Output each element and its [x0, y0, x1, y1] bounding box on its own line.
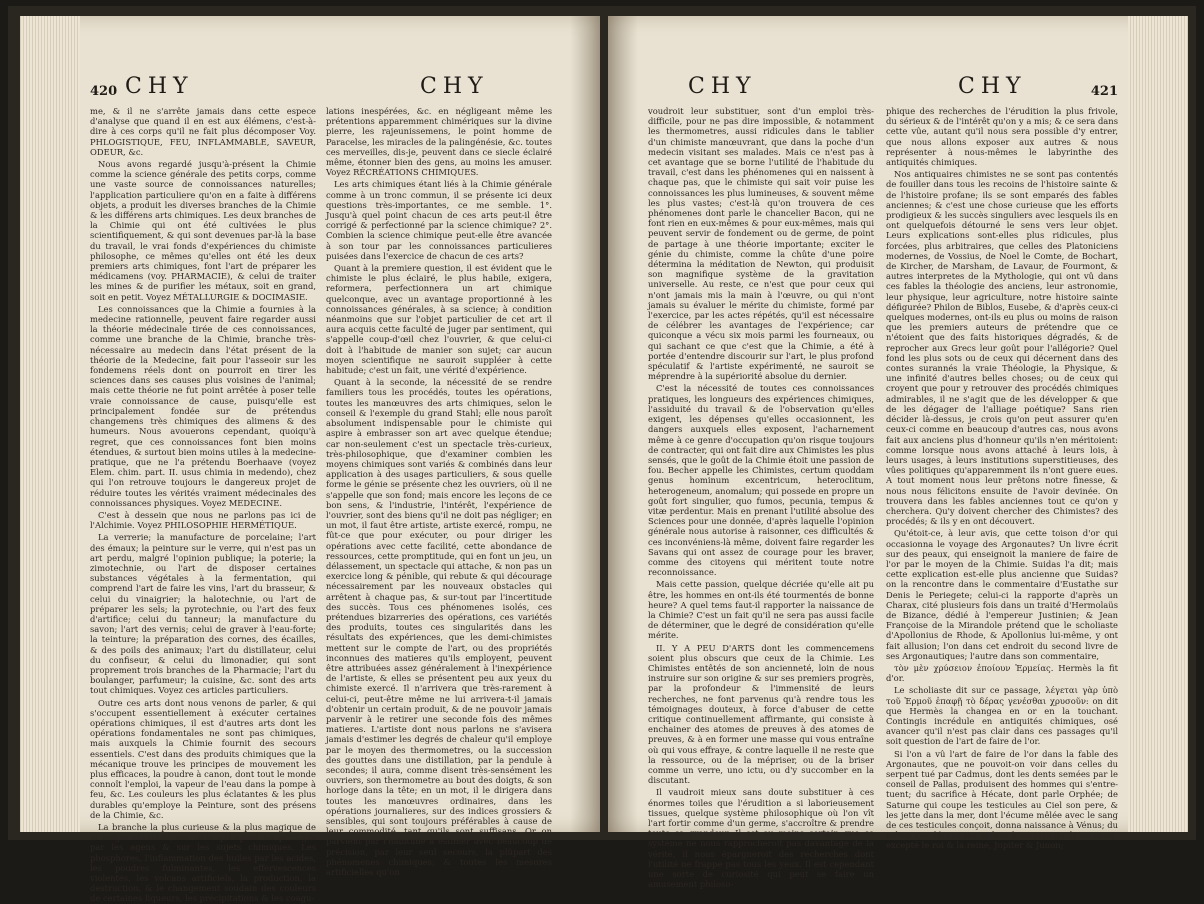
paragraph: Les connoissances que la Chimie a fournies à la medecine rationnelle, peuvent faire regarder aussi la théorie médecinale tirée de ces connoissances, comme une branche de la Chimie, branche très-nécessaire au medecin dans l'état présent de la théorie de la Medecine, fait pour l'asseoir sur les fondemens réels dont on pourroit en tirer les sciences dans ses causes plus voisines de l'animal; mais cette théorie ne fut point arrêtée à poser telle vraie connoissance de cause, puisqu'elle est principalement fondée sur de prétendus changemens très chimiques des alimens & des humeurs. Nous avouerons cependant, quoiqu'à regret, que ces connoissances font bien moins étendues, & surtout bien moins utiles à la medecine-pratique, que ne l'a prétendu Boerhaave (voyez Elem. chim. part. II. usus chimia in medendo), chez qui l'on retrouve toujours le dangereux projet de réduire toutes les vérités vraiment médecinales des connoissances physiques. Voyez MEDECINE. [90, 303, 316, 508]
paragraph: Qu'étoit-ce, à leur avis, que cette toison d'or qui occasionna le voyage des Argonautes? Un livre écrit sur des peaux, qui enseignoit la maniere de faire de l'or par le moyen de la Chimie. Suidas l'a dit; mais cette explication est-elle plus ancienne que Suidas? on la rencontre dans le commentaire d'Eustathe sur Denis le Periegete; celui-ci la rapporte d'après un Charax, cité plusieurs fois dans un traité d'Hermolaüs de Bizance, dédié à l'empereur Justinien; & Jean Françoise de la Mirandole prétend que le scholiaste d'Apollonius de Rhode, & Apollonius lui-même, y ont fait allusion; l'on dans cet endroit du second livre de ses Argonautiques; l'autre dans son commentaire, [886, 528, 1118, 661]
text-column-3 [648, 106, 874, 890]
paragraph: C'est la nécessité de toutes ces connoissances pratiques, les longueurs des expériences chimiques, l'assiduité du travail & de l'observation qu'elles exigent, les dépenses qu'elles occasionnent, les dangers auxquels elles exposent, l'acharnement même à ce genre d'occupation qu'on risque toujours de contracter, qui ont fait dire aux Chimistes les plus sensés, que le goût de la Chimie étoit une passion de fou. Becher appelle les Chimistes, certum quoddam genus hominum excentricum, heteroclitum, heterogeneum, anomalum; qui possede en propre un goût fort singulier, quo fumos, pecunia, tempus & vitæ perdentur. Mais en prenant l'utilité absolue des Sciences pour une donnée, d'après laquelle l'opinion générale nous autorise à raisonner, ces difficultés & ces inconvéniens-là même, doivent faire regarder les Savans qui ont assez de courage pour les braver, comme des citoyens qui méritent toute notre reconnoissance. [648, 383, 874, 578]
text-column-2 [326, 106, 552, 878]
paragraph: Les arts chimiques étant liés à la Chimie générale comme à un tronc commun, il se présente ici deux questions très-importantes, ce me semble. 1°. Jusqu'à quel point chacun de ces arts peut-il être corrigé & perfectionné par la science chimique? 2°. Combien la science chimique peut-elle être avancée à son tour par les connoissances particulieres puisées dans l'exercice de chacun de ces arts? [326, 179, 552, 261]
paragraph: II. Y A PEU D'ARTS dont les commencemens soient plus obscurs que ceux de la Chimie. Les Chimistes entêtés de son ancienneté, loin de nous instruire sur son origine & sur ses premiers progrès, par la profondeur & l'immensité de leurs recherches, ne font parvenus qu'à rendre tous les témoignages douteux, à force d'abuser de cette critique continuellement affirmante, qui consiste à enchainer des atomes de preuves à des atomes de preuves, & à en former une masse qui vous entraîne où qui vous effraye, & contre laquelle il ne reste que la ressource, ou de la mépriser, ou de la briser comme un verre, uno ictu, ou d'y succomber en la discutant. [648, 642, 874, 786]
right-page-header [648, 74, 1118, 102]
page-number: 421 [1090, 84, 1118, 99]
paragraph: La branche la plus curieuse & la plus magique de la magie naturelle, est celle qui opere les prodiges par les agens & sur les sujets chimiques. Les phosphores, l'inflammation des huiles par les acides, les poudres fulminantes, les effervescences violentes, les volcans artificiels, la production, la destruction, & le changement soudain des couleurs de certaines liqueurs, les précipitations & les coagu- [90, 822, 316, 904]
paragraph: Nous avons regardé jusqu'à-présent la Chimie comme la science générale des petits corps, comme une vaste source de connoissances naturelles; l'application particuliere qu'on en a faite à différens objets, a produit les diverses branches de la Chimie & les différens arts chimiques. Les deux branches de la Chimie qui ont été cultivées le plus scientifiquement, & qui sont devenues par-là la base du travail, le vrai fonds d'expériences du chimiste philosophe, ce mêmes qu'elles ont été les deux premiers arts chimiques, font l'art de préparer les médicamens (voy. PHARMACIE), & celui de traiter les mines & de purifier les métaux, soit en grand, soit en petit. Voyez MÉTALLURGIE & DOCIMASIE. [90, 159, 316, 302]
running-head: CHY [688, 74, 757, 99]
right-page [608, 16, 1188, 890]
paragraph: phique des recherches de l'érudition la plus frivole, du sérieux & de l'intérêt qu'on y a mis; & ce sera dans cette vûe, autant qu'il nous sera possible d'y entrer, que nous allons exposer aux autres & nous représenter à nous-mêmes le labyrinthe des antiquités chimiques. [886, 106, 1118, 168]
paragraph: me, & il ne s'arrête jamais dans cette espece d'analyse que quand il en est aux élémens, c'est-à-dire à ces corps qu'il ne fait plus décomposer Voy. PHLOGISTIQUE, FEU, INFLAMMABLE, SAVEUR, ODEUR, &c. [90, 106, 316, 157]
paragraph: C'est à dessein que nous ne parlons pas ici de l'Alchimie. Voyez PHILOSOPHIE HERMÉTIQUE. [90, 509, 316, 531]
paragraph: Quant à la seconde, la nécessité de se rendre familiers tous les procédés, toutes les opérations, toutes les manœuvres des arts chimiques, selon le conseil & l'exemple du grand Stahl; elle nous paroît absolument indispensable pour le chimiste qui aspire à embrasser son art avec quelque étendue; car non-seulement c'est un spectacle très-curieux, très-philosophique, que d'examiner combien les moyens chimiques sont variés & combinés dans leur application à des usages particuliers, & sous quelle forme le génie se présente chez les ouvriers, où il ne s'appelle que son fond; mais encore les leçons de ce bon sens, & l'industrie, l'intérêt, l'expérience de l'ouvrier, sont des biens qu'il ne doit pas négliger; en un mot, il faut être artiste, artiste exercé, rompu, ne fût-ce que pour exécuter, ou pour diriger les opérations avec cette facilité, cette abondance de ressources, cette promptitude, qui en font un jeu, un délassement, un spectacle qui attache, & non pas un exercice long & pénible, qui rebute & qui décourage nécessairement par les nouveaux obstacles qui arrêtent à chaque pas, & sur-tout par l'incertitude des succès. Tous ces phénomenes isolés, ces prétendues bizarreries des opérations, ces variétés des produits, toutes ces singularités dans les résultats des expériences, que les demi-chimistes mettent sur le compte de l'art, ou des propriétés inconnues des matieres qu'ils employent, peuvent être attribuées assez généralement à l'inexpérience de l'artiste, & elles se présentent peu aux yeux du chimiste exercé. Il n'arrivera que très-rarement à celui-ci, peut-être même ne lui arrivera-t-il jamais d'obtenir un certain produit, & de ne pouvoir jamais parvenir à le retirer une seconde fois des mêmes matieres. L'artiste dont nous parlons ne s'avisera jamais d'estimer les degrés de chaleur qu'il employe par le moyen des thermometres, ou la succession des gouttes dans une distillation, par la pendule à secondes; il aura, comme disent très-sensément les ouvriers, son thermometre au bout des doigts, & son horloge dans la tête; en un mot, il le dirigera dans toutes les manœuvres ordinaires, dans les opérations journalieres, sur des indices grossiers & sensibles, qui sont toujours préférables à cause de leur commodité, tant qu'ils sont suffisans. Or on parvient par l'habitude à estimer avec beaucoup de précision, par leur seul secours, la plûpart des phénomenes chimiques; & toutes les mesures artificielles qu'on [326, 377, 552, 878]
paragraph: Le scholiaste dit sur ce passage, λέγεται γὰρ ὑπὸ τοῦ Ἑρμοῦ ἐπαφῇ τὸ δέρας γενέσθαι χρυσοῦν: on dit que Hermès la changea en or en la touchant. Contingis incrédule en antiquités chimiques, osé avancer qu'il n'est pas clair dans ces passages qu'il soit question de l'art de faire de l'or. [886, 685, 1118, 747]
paragraph: Si l'on a vû l'art de faire de l'or dans la fable des Argonautes, que ne pouvoit-on voir dans celles du serpent tué par Cadmus, dont les dents semées par le conseil de Pallas, produisent des hommes qui s'entre-tuent; du sacrifice à Hécate, dont parle Orphée; de Saturne qui coupe les testicules au Ciel son pere, & les jette dans la mer, dont l'écume mêlée avec le sang de ces testicules conçoit, donna naissance à Vénus; du même qui dévore ses enfans à mesure qu'ils naissent, excepté le roi & la reine, Jupiter & Junon; [886, 748, 1118, 851]
left-page [20, 16, 600, 904]
paragraph: Quant à la premiere question, il est évident que le chimiste le plus éclairé, le plus habile, exigera, reformera, perfectionnera un art chimique quelconque, avec un avantage proportionné à les connoissances générales, à sa science; à condition néanmoins que sur l'objet particulier de cet art il aura acquis cette faculté de juger par sentiment, qui s'appelle coup-d'œil chez l'ouvrier, & que celui-ci doit à l'habitude de manier son sujet; car aucun moyen scientifique ne sauroit suppléer à cette habitude; c'est un fait, une vérité d'expérience. [326, 263, 552, 376]
paragraph: La verrerie; la manufacture de porcelaine; l'art des émaux; la peinture sur le verre, qui n'est pas un art perdu, malgré l'opinion publique; la poterie; la zimotechnie, ou l'art de disposer certaines substances végétales à la fermentation, qui comprend l'art de faire les vins, l'art du brasseur, & celui du vinaigrier; la halotechnie, ou l'art de préparer les sels; la pyrotechnie, ou l'art des feux d'artifice; celui du tanneur; la manufacture du savon; l'art des vernis; celui de graver à l'eau-forte; la teinture; la préparation des cornes, des écailles, & des poils des animaux; l'art du distillateur, celui du confiseur, & celui du limonadier, qui sont proprement trois branches de la Pharmacie; l'art du boulanger, parfumeur; la cuisine, &c. sont des arts tout chimiques. Voyez ces articles particuliers. [90, 532, 316, 696]
page-number: 420 [90, 84, 118, 99]
running-head: CHY [958, 74, 1027, 99]
left-page-header [90, 74, 560, 102]
paragraph: voudroit leur substituer, sont d'un emploi très-difficile, pour ne pas dire impossible, & notamment les thermometres, aussi ridicules dans le tablier d'un chimiste manœuvrant, que dans la poche d'un medecin visitant ses malades. Mais ce n'est pas à cet avantage que se borne l'utilité de l'habitude du travail, c'est dans les phénomenes qui en naissent à chaque pas, que le chimiste qui sait voir puise les connoissances les plus lumineuses, & souvent même les plus vastes; c'est-là qu'on trouvera de ces phénomenes dont parle le chancelier Bacon, qui ne font rien en eux-mêmes & pour eux-mêmes, mais qui peuvent servir de fondement ou de germe, de point de partage à une théorie importante; exciter le génie du chimiste, comme la chûte d'une poire détermina la méditation de Newton, qui produisit son magnifique système de la gravitation universelle. Au reste, ce n'est que pour ceux qui n'ont jamais mis la main à l'œuvre, ou qui n'ont jamais su évaluer le mérite du chimiste, formé par l'exercice, par les actes répétés, qu'il est nécessaire de célébrer les avantages de l'expérience; car quiconque a vécu six mois parmi les fourneaux, ou qui sachant ce que c'est que la Chimie, a été à portée d'entendre discourir sur l'art, le plus profond spéculatif & l'artiste expérimenté, ne sauroit se méprendre à la supériorité absolue du dernier. [648, 106, 874, 382]
running-head: CHY [420, 74, 489, 99]
text-column-1 [90, 106, 316, 904]
verse-quotation: τὸν μὲν χρύσειον ἐποίουν Ἑρμείας. Hermès la fit d'or. [886, 662, 1118, 684]
text-column-4 [886, 106, 1119, 851]
paragraph: Outre ces arts dont nous venons de parler, & qui s'occupent essentiellement à exécuter certaines opérations chimiques, il est d'autres arts dont les opérations fondamentales ne sont pas chimiques, mais auxquels la Chimie fournit des secours essentiels. C'est dans des produits chimiques que la mécanique trouve les principes de mouvement les plus efficaces, la poudre à canon, dont tout le monde connoît l'emploi, la vapeur de l'eau dans la pompe à feu, &c. Les couleurs les plus éclatantes & les plus durables qu'employe la Peinture, sont des présens de la Chimie, &c. [90, 697, 316, 820]
book-spread [8, 6, 1196, 904]
paragraph: Mais cette passion, quelque décriée qu'elle ait pu être, les hommes en ont-ils été tourmentés de bonne heure? A quel tems faut-il rapporter la naissance de la Chimie? C'est un fait qu'il ne sera pas aussi facile de déterminer, que le degré de considération qu'elle mérite. [648, 579, 874, 641]
paragraph: lations inespérées, &c. en négligeant même les prétentions apparemment chimériques sur la divine pierre, les rajeunissemens, le point homme de Paracelse, les miracles de la palingénésie, &c. toutes ces merveilles, dis-je, peuvent dans ce siecle éclairé même, étonner bien des gens, au moins les amuser. Voyez RÉCRÉATIONS CHIMIQUES. [326, 106, 552, 178]
running-head: CHY [125, 74, 194, 99]
paragraph: Il vaudroit mieux sans doute substituer à ces énormes toiles que l'érudition a si laborieusement tissues, quelque système philosophique où l'on vît l'art fortir comme d'un germe, s'accroître & prendre toute sa grandeur. Il est au moins certain que ce système ne nous rapprocheroit pas davantage de la vérité, il nous épargneroit des recherches dont l'utilité ne frappe pas tous les yeux. Il est cependant une sorte de curiosité qui peut se faire un amusement philoso- [648, 787, 874, 890]
paragraph: Nos antiquaires chimistes ne se sont pas contentés de fouiller dans tous les recoins de l'histoire sainte & de l'histoire profane; ils se sont emparés des fables anciennes; & c'est une chose curieuse que les efforts prodigieux & les succès singuliers avec lesquels ils en ont quelquefois détourné le sens vers leur objet. Leurs explications sont-elles plus ridicules, plus forcées, plus arbitraires, que celles des Platoniciens modernes, de Vossius, de Noel le Comte, de Bochart, de Kircher, de Marsham, de Lavaur, de Fourmont, & autres interpretes de la Mythologie, qui ont vû dans ces fables la théologie des anciens, leur astronomie, leur physique, leur agriculture, notre histoire sainte défigurée? Philon de Biblos, Eusebe, & d'après ceux-ci quelques modernes, ont-ils eu plus ou moins de raison que les premiers auteurs de prétendre que ce n'étoient que des faits historiques dégradés, & de reprocher aux Grecs leur goût pour l'allégorie? Quel fond les plus sots ou de ceux qui décernent dans des contes surannés la vraie Théologie, la Physique, & une infinité d'autres belles choses; ou de ceux qui croyent que pour y retrouver des procédés chimiques admirables, il ne s'agit que de les développer & que de les dégager de l'alliage poétique? Sans rien décider là-dessus, je crois qu'on peut assurer qu'en ceux-ci comme en beaucoup d'autres cas, nous avons fait aux anciens plus d'honneur qu'ils n'en méritoient: comme lorsque nous avons attaché à leurs lois, à leurs usages, à leurs institutions superstitieuses, des vûes politiques qu'apparemment ils n'ont guere eues. A tout moment nous leur prêtons notre finesse, & nous nous félicitons ensuite de l'avoir devinée. On trouvera dans les fables anciennes tout ce qu'on y cherchera. Qu'y doivent chercher des Chimistes? des procédés; & ils y en ont découvert. [886, 169, 1119, 527]
